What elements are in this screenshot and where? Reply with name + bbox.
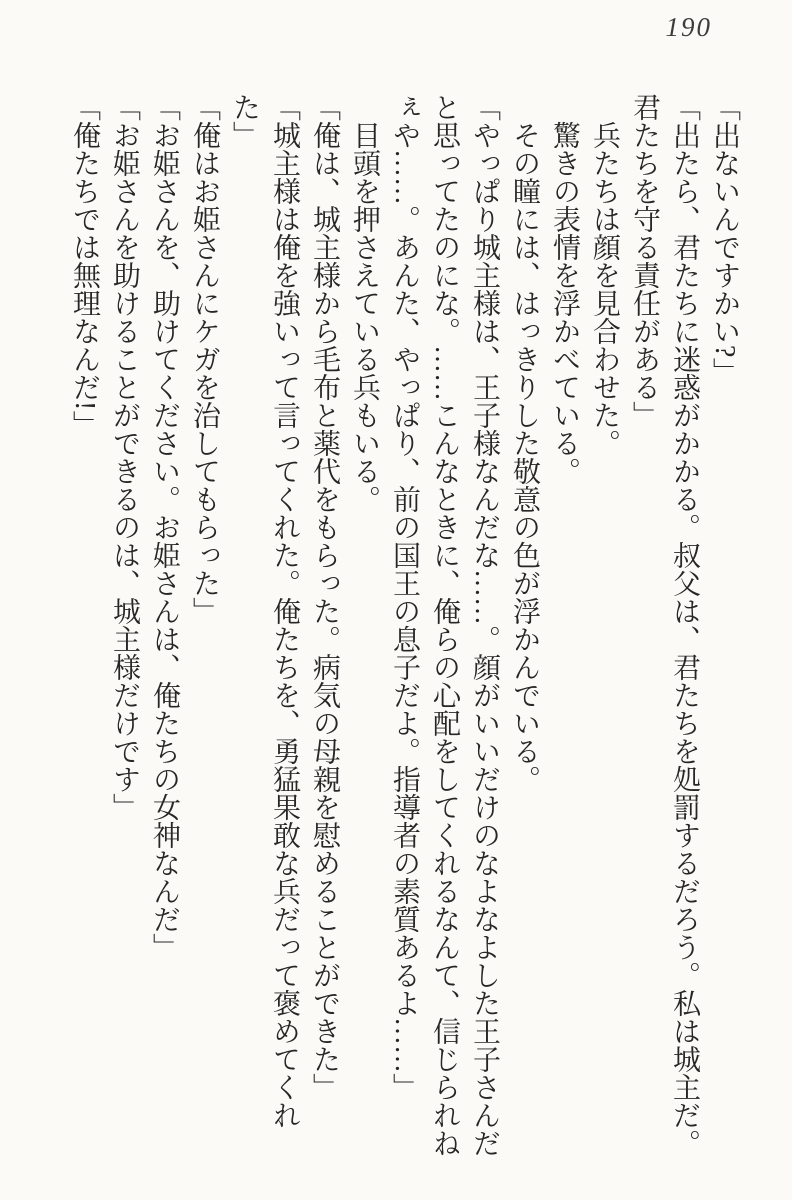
text-column: 驚きの表情を浮かべている。	[549, 121, 580, 485]
text-column: 「出たら、君たちに迷惑がかかる。叔父は、君たちを処罰するだろう。私は城主だ。	[669, 93, 700, 1157]
text-column: た」	[229, 93, 260, 149]
text-column: 兵たちは顔を見合わせた。	[589, 121, 620, 457]
text-column: 「やっぱり城主様は、王子様なんだな……。顔がいいだけのなよなよした王子さんだ	[469, 93, 500, 1157]
vertical-text-area	[64, 93, 744, 1183]
text-column: 「城主様は俺を強いって言ってくれた。俺たちを、勇猛果敢な兵だって褒めてくれ	[269, 93, 300, 1129]
text-column: 「俺はお姫さんにケガを治してもらった」	[189, 93, 220, 625]
text-column: その瞳には、はっきりした敬意の色が浮かんでいる。	[509, 121, 540, 793]
text-column: 「お姫さんを助けることができるのは、城主様だけです」	[109, 93, 140, 821]
text-column: 君たちを守る責任がある」	[629, 93, 660, 429]
text-column: 「出ないんですかい?」	[709, 93, 740, 386]
text-column: 「お姫さんを、助けてください。お姫さんは、俺たちの女神なんだ」	[149, 93, 180, 961]
text-column: と思ってたのにな。……こんなときに、俺らの心配をしてくれるなんて、信じられね	[429, 93, 460, 1157]
text-column: 目頭を押さえている兵もいる。	[349, 121, 380, 513]
page-number: 190	[665, 12, 712, 42]
text-column: 「俺は、城主様から毛布と薬代をもらった。病気の母親を慰めることができた」	[309, 93, 340, 1101]
text-column: ぇや……。あんた、やっぱり、前の国王の息子だよ。指導者の素質あるよ……」	[389, 93, 420, 1101]
text-column: 「俺たちでは無理なんだ!」	[69, 93, 100, 439]
